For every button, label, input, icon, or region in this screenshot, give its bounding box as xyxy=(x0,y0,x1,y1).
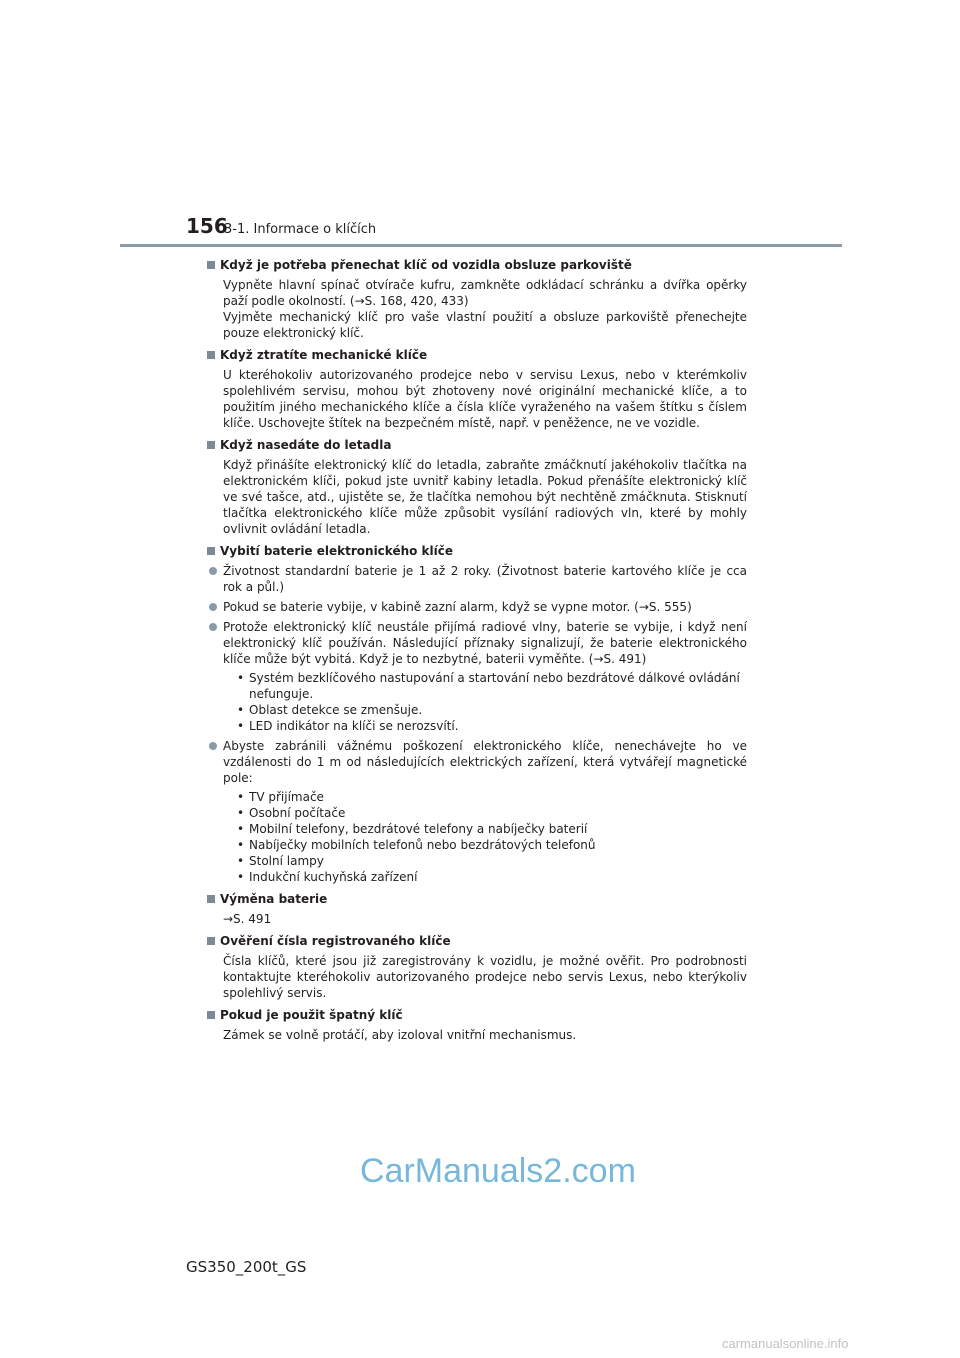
page-reference: →S. 491 xyxy=(223,912,272,926)
square-bullet-icon xyxy=(207,351,215,359)
chapter-title: 3-1. Informace o klíčích xyxy=(224,222,377,237)
section-heading: Když je potřeba přenechat klíč od vozidla obsluze parkoviště xyxy=(207,257,747,273)
section-heading: Vybití baterie elektronického klíče xyxy=(207,543,747,559)
paragraph: U kteréhokoliv autorizovaného prodejce nebo v servisu Lexus, nebo v kterémkoliv spolehlivém servisu, mohou být zhotoveny nové originální mechanické klíče, a to použitím jiného mechanického klíče a čísla klíče vyraženého na vašem štítku s číslem klíče. Uschovejte štítek na bezpečném místě, např. v peněžence, ne ve vozidle. xyxy=(223,368,747,430)
list-item: Životnost standardní baterie je 1 až 2 roky. (Životnost baterie kartového klíče je cca rok a půl.) xyxy=(207,563,747,595)
square-bullet-icon xyxy=(207,547,215,555)
sub-list-item: • Osobní počítače xyxy=(237,806,346,820)
dot-icon: • xyxy=(237,870,245,884)
paragraph: Vyjměte mechanický klíč pro vaše vlastní použití a obsluze parkoviště přenechejte pouze elektronický klíč. xyxy=(223,310,747,340)
list-item: Abyste zabránili vážnému poškození elektronického klíče, nenechávejte ho ve vzdálenosti do 1 m od následujících elektrických zařízení, která vytvářejí magnetické pole: xyxy=(207,738,747,786)
sub-list-item: • Indukční kuchyňská zařízení xyxy=(237,870,418,884)
square-bullet-icon xyxy=(207,1011,215,1019)
sub-list-item: • Nabíječky mobilních telefonů nebo bezdrátových telefonů xyxy=(237,838,596,852)
section-key-number xyxy=(207,933,747,1001)
section-wrong-key xyxy=(207,1007,747,1043)
sub-list xyxy=(237,789,747,885)
paragraph: Zámek se volně protáčí, aby izoloval vnitřní mechanismus. xyxy=(223,1028,577,1042)
footer-site: carmanualsonline.info xyxy=(722,1336,849,1351)
dot-icon: • xyxy=(237,719,245,733)
square-bullet-icon xyxy=(207,261,215,269)
dot-icon: • xyxy=(237,671,245,685)
footer-model: GS350_200t_GS xyxy=(186,1258,307,1276)
circle-bullet-icon xyxy=(209,567,217,575)
watermark: CarManuals2.com xyxy=(360,1152,636,1190)
paragraph: Když přinášíte elektronický klíč do letadla, zabraňte zmáčknutí jakéhokoliv tlačítka na elektronickém klíči, pokud jste uvnitř kabiny letadla. Pokud přenášíte elektronický klíč ve své tašce, atd., ujistěte se, že tlačítka nemohou být nechtěně zmáčknuta. Stisknutí tlačítka elektronického klíče může způsobit vysílání radiových vln, které by mohly ovlivnit ovládání letadla. xyxy=(223,458,747,536)
list-item: Protože elektronický klíč neustále přijímá radiové vlny, baterie se vybije, i když není elektronický klíč používán. Následující příznaky signalizují, že baterie elektronického klíče může být vybitá. Když je to nezbytné, baterii vyměňte. (→S. 491) xyxy=(207,619,747,667)
paragraph: Čísla klíčů, které jsou již zaregistrovány k vozidlu, je možné ověřit. Pro podrobnosti kontaktujte kteréhokoliv autorizovaného prodejce nebo servis Lexus, nebo kterýkoliv spolehlivý servis. xyxy=(223,954,747,1000)
section-lost-keys xyxy=(207,347,747,431)
header-divider xyxy=(120,244,842,247)
section-battery-replacement xyxy=(207,891,747,927)
sub-list-item: • Systém bezklíčového nastupování a startování nebo bezdrátové dálkové ovládání nefunguje. xyxy=(237,671,740,701)
dot-icon: • xyxy=(237,806,245,820)
page-content xyxy=(207,257,747,1049)
sub-list-item: • Mobilní telefony, bezdrátové telefony a nabíječky baterií xyxy=(237,822,588,836)
section-heading: Ověření čísla registrovaného klíče xyxy=(207,933,747,949)
section-heading: Když ztratíte mechanické klíče xyxy=(207,347,747,363)
square-bullet-icon xyxy=(207,937,215,945)
dot-icon: • xyxy=(237,838,245,852)
circle-bullet-icon xyxy=(209,742,217,750)
section-valet xyxy=(207,257,747,341)
dot-icon: • xyxy=(237,703,245,717)
sub-list xyxy=(237,670,747,734)
section-heading: Když nasedáte do letadla xyxy=(207,437,747,453)
sub-list-item: • LED indikátor na klíči se nerozsvítí. xyxy=(237,719,459,733)
circle-bullet-icon xyxy=(209,603,217,611)
sub-list-item: • Stolní lampy xyxy=(237,854,324,868)
section-heading: Výměna baterie xyxy=(207,891,747,907)
page-number: 156 xyxy=(186,214,228,238)
dot-icon: • xyxy=(237,822,245,836)
dot-icon: • xyxy=(237,790,245,804)
square-bullet-icon xyxy=(207,441,215,449)
sub-list-item: • Oblast detekce se zmenšuje. xyxy=(237,703,423,717)
section-heading: Pokud je použit špatný klíč xyxy=(207,1007,747,1023)
square-bullet-icon xyxy=(207,895,215,903)
dot-icon: • xyxy=(237,854,245,868)
section-battery-depletion xyxy=(207,543,747,885)
section-airplane xyxy=(207,437,747,537)
circle-bullet-icon xyxy=(209,623,217,631)
sub-list-item: • TV přijímače xyxy=(237,790,324,804)
list-item: Pokud se baterie vybije, v kabině zazní alarm, když se vypne motor. (→S. 555) xyxy=(207,599,747,615)
paragraph: Vypněte hlavní spínač otvírače kufru, zamkněte odkládací schránku a dvířka opěrky paží podle okolností. (→S. 168, 420, 433) xyxy=(223,278,747,308)
